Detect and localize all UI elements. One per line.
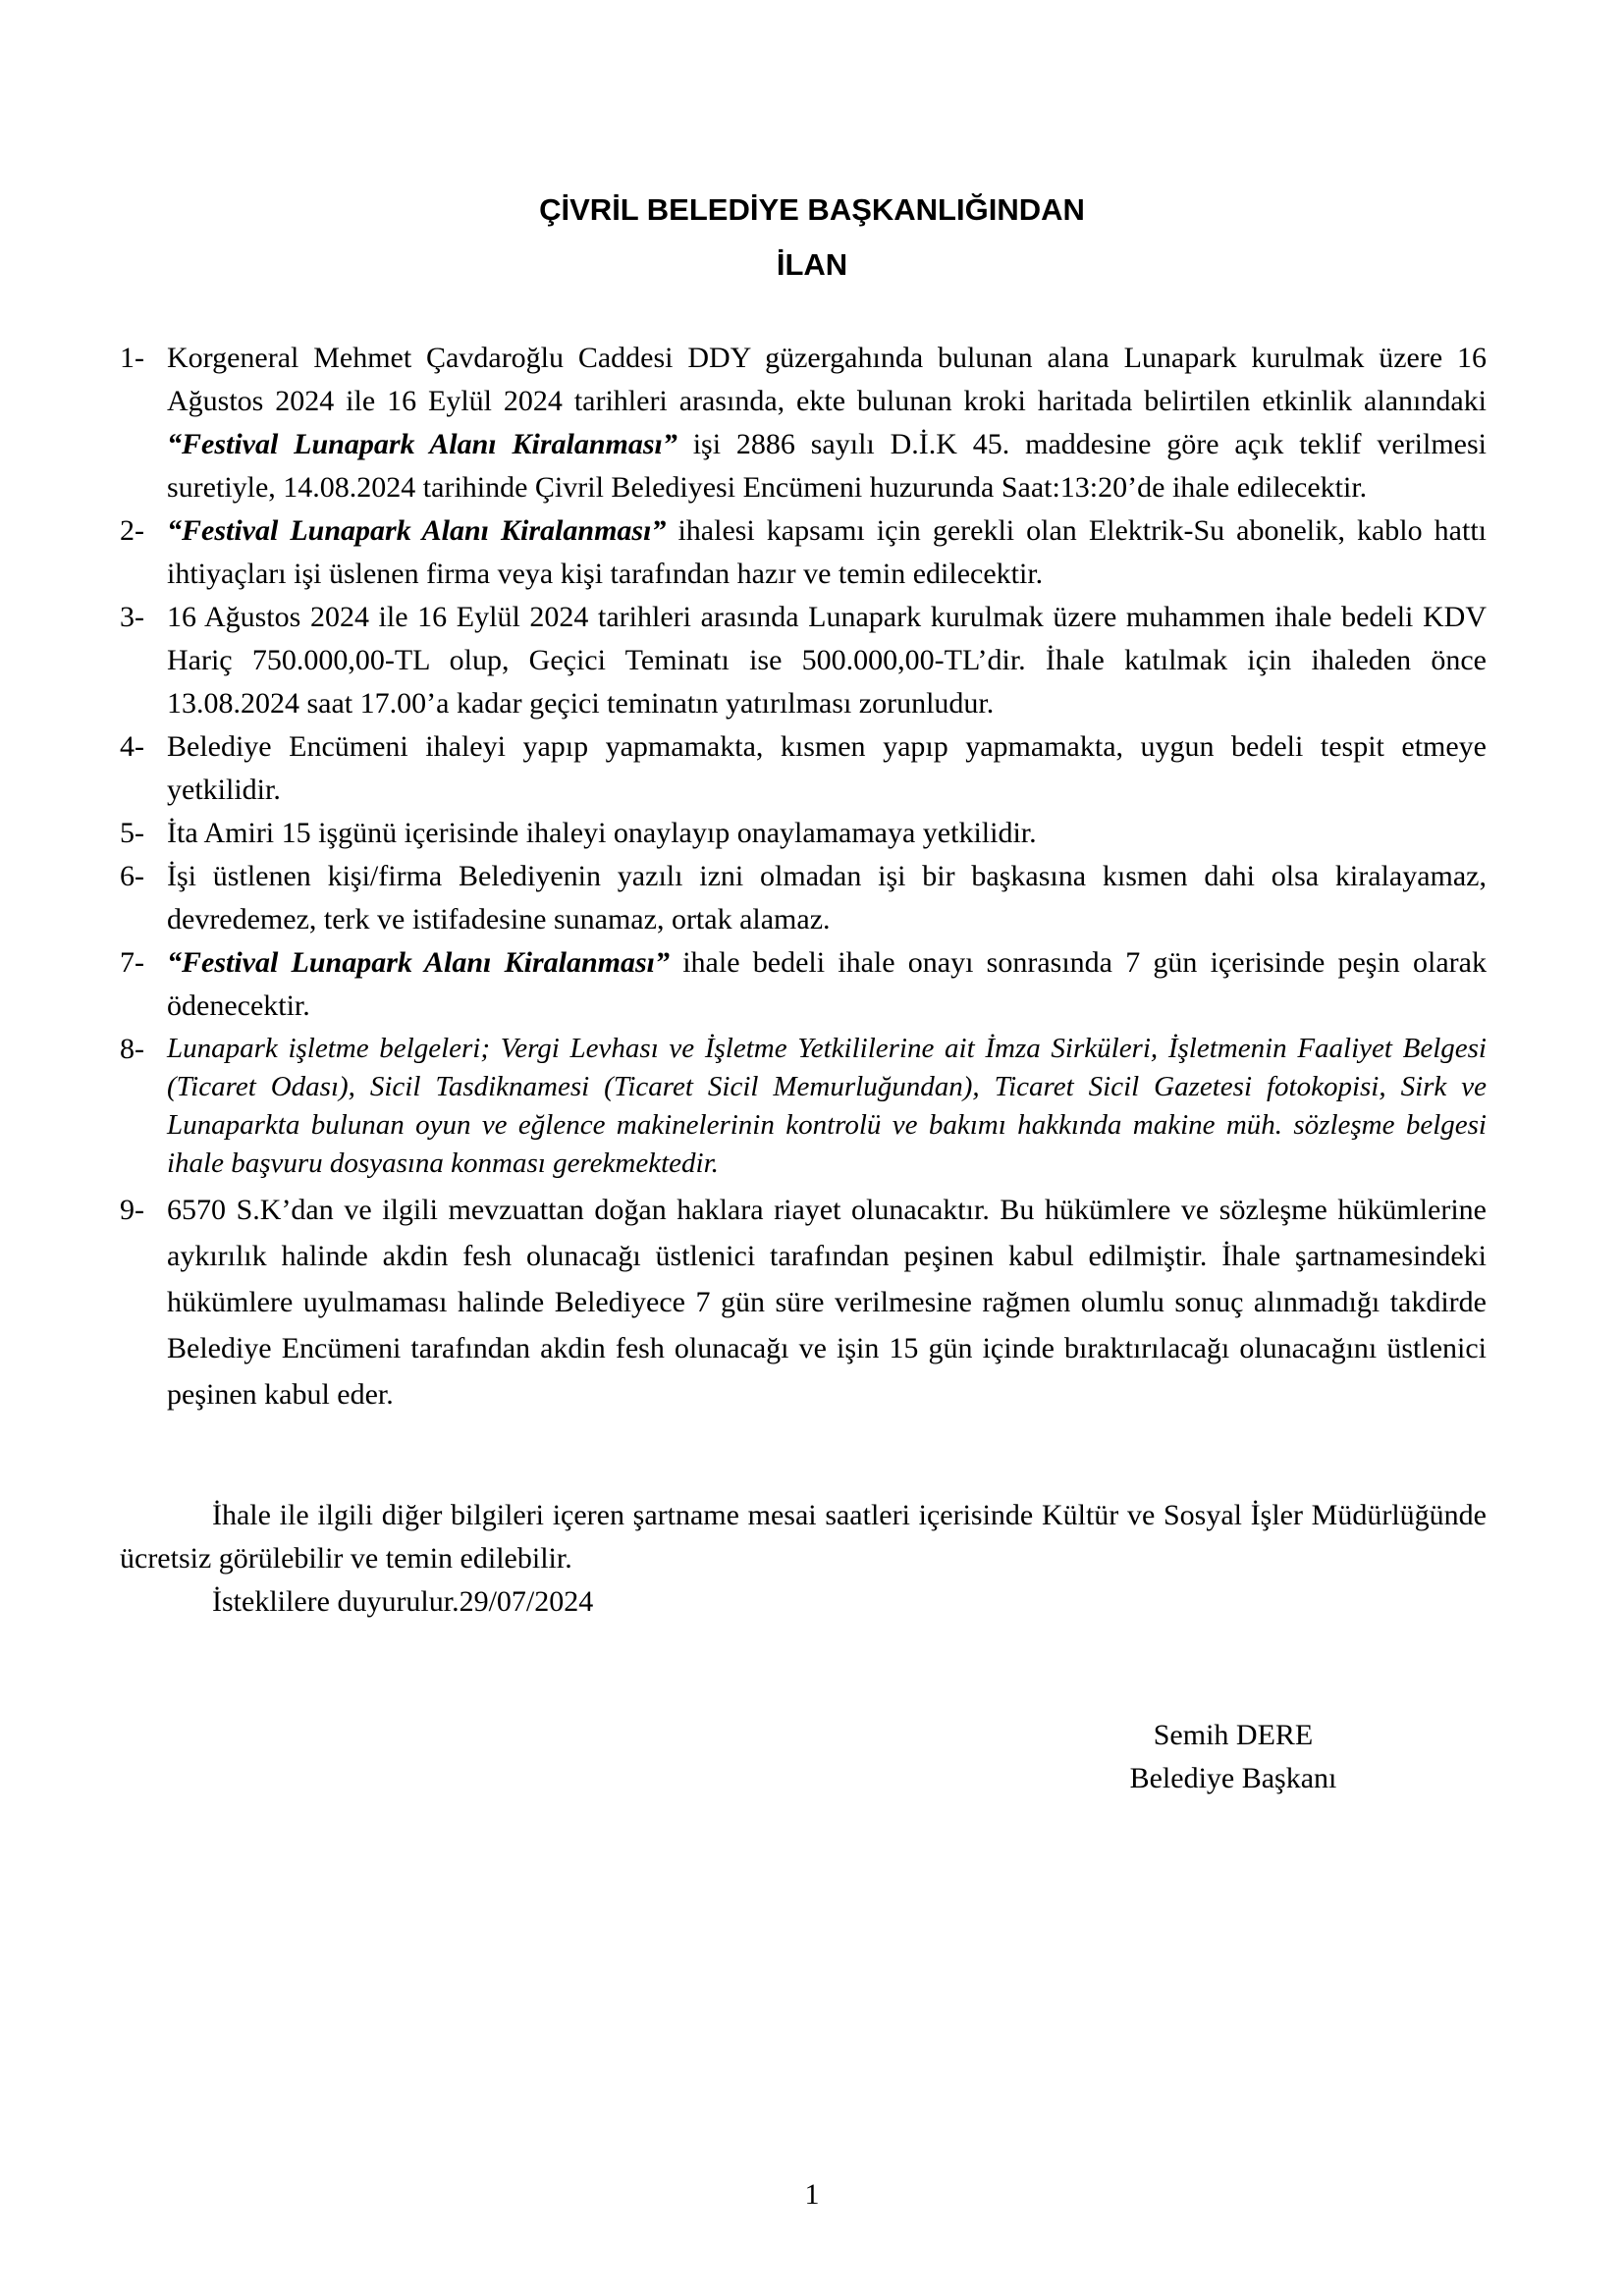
- article-text: “Festival Lunapark Alanı Kiralanması” ihale bedeli ihale onayı sonrasında 7 gün içerisinde peşin olarak ödenecektir.: [167, 946, 1487, 1022]
- closing-section: [120, 1494, 1487, 1624]
- article-text: İşi üstlenen kişi/firma Belediyenin yazılı izni olmadan işi bir başkasına kısmen dahi olsa kiralayamaz, devredemez, terk ve istifadesine sunamaz, ortak alamaz.: [167, 860, 1487, 935]
- article-text: “Festival Lunapark Alanı Kiralanması” ihalesi kapsamı için gerekli olan Elektrik-Su abonelik, kablo hattı ihtiyaçları işi üslenen firma veya kişi tarafından hazır ve temin edilecektir.: [167, 514, 1487, 590]
- article-item-8: [120, 1030, 1487, 1183]
- article-text: 16 Ağustos 2024 ile 16 Eylül 2024 tarihleri arasında Lunapark kurulmak üzere muhammen ihale bedeli KDV Hariç 750.000,00-TL olup, Geçici Teminatı ise 500.000,00-TL’dir. İhale katılmak için ihaleden önce 13.08.2024 saat 17.00’a kadar geçici teminatın yatırılması zorunludur.: [167, 601, 1487, 720]
- signatory-name: Semih DERE: [1153, 1719, 1314, 1751]
- article-item-6: [120, 855, 1487, 941]
- article-item-1: [120, 337, 1487, 509]
- article-list: [120, 337, 1487, 1417]
- article-text: Belediye Encümeni ihaleyi yapıp yapmamakta, kısmen yapıp yapmamakta, uygun bedeli tespit etmeye yetkilidir.: [167, 730, 1487, 806]
- article-text: Korgeneral Mehmet Çavdaroğlu Caddesi DDY güzergahında bulunan alana Lunapark kurulmak üzere 16 Ağustos 2024 ile 16 Eylül 2024 tarihleri arasında, ekte bulunan kroki haritada belirtilen etkinlik alanındaki “Festival Lunapark Alanı Kiralanması” işi 2886 sayılı D.İ.K 45. maddesine göre açık teklif verilmesi suretiyle, 14.08.2024 tarihinde Çivril Belediyesi Encümeni huzurunda Saat:13:20’de ihale edilecektir.: [167, 342, 1488, 504]
- signatory-title: Belediye Başkanı: [1129, 1762, 1337, 1794]
- page-number: 1: [804, 2178, 820, 2211]
- signature-block: [1106, 1714, 1361, 1800]
- article-number: 2-: [120, 514, 144, 547]
- article-text: 6570 S.K’dan ve ilgili mevzuattan doğan haklara riayet olunacaktır. Bu hükümlere ve sözleşme hükümlerine aykırılık halinde akdin fesh olunacağı üstlenici tarafından peşinen kabul edilmiştir. İhale şartnamesindeki hükümlere uyulmaması halinde Belediyece 7 gün süre verilmesine rağmen olumlu sonuç alınmadığı takdirde Belediye Encümeni tarafından akdin fesh olunacağı ve işin 15 gün içinde bıraktırılacağı olunacağını üstlenici peşinen kabul eder.: [167, 1194, 1487, 1411]
- article-number: 5-: [120, 817, 144, 849]
- article-number: 9-: [120, 1194, 144, 1226]
- tender-name-emphasis: “Festival Lunapark Alanı Kiralanması”: [167, 946, 670, 979]
- article-item-9: [120, 1187, 1487, 1417]
- article-number: 1-: [120, 342, 144, 374]
- tender-name-emphasis: “Festival Lunapark Alanı Kiralanması”: [167, 428, 677, 460]
- article-item-2: [120, 509, 1487, 596]
- tender-name-emphasis: “Festival Lunapark Alanı Kiralanması”: [167, 514, 667, 547]
- article-item-3: [120, 596, 1487, 725]
- article-item-5: [120, 812, 1487, 855]
- closing-paragraph: İhale ile ilgili diğer bilgileri içeren şartname mesai saatleri içerisinde Kültür ve Sosyal İşler Müdürlüğünde ücretsiz görülebilir ve temin edilebilir.: [120, 1499, 1487, 1575]
- announcement-date-line: İsteklilere duyurulur.29/07/2024: [212, 1585, 594, 1618]
- document-title: ÇİVRİL BELEDİYE BAŞKANLIĞINDAN: [539, 192, 1085, 227]
- article-text: İta Amiri 15 işgünü içerisinde ihaleyi onaylayıp onaylamamaya yetkilidir.: [167, 817, 1037, 849]
- article-number: 8-: [120, 1033, 144, 1065]
- article-item-4: [120, 725, 1487, 812]
- article-number: 6-: [120, 860, 144, 892]
- article-number: 3-: [120, 601, 144, 633]
- article-item-7: [120, 941, 1487, 1028]
- document-subtitle: İLAN: [776, 247, 848, 282]
- article-number: 4-: [120, 730, 144, 763]
- article-text: Lunapark işletme belgeleri; Vergi Levhası ve İşletme Yetkililerine ait İmza Sirküleri, İşletmenin Faaliyet Belgesi (Ticaret Odası), Sicil Tasdiknamesi (Ticaret Sicil Memurluğundan), Ticaret Sicil Gazetesi fotokopisi, Sirk ve Lunaparkta bulunan oyun ve eğlence makinelerinin kontrolü ve bakımı hakkında makine müh. sözleşme belgesi ihale başvuru dosyasına konması gerekmektedir.: [167, 1033, 1487, 1179]
- article-number: 7-: [120, 946, 144, 979]
